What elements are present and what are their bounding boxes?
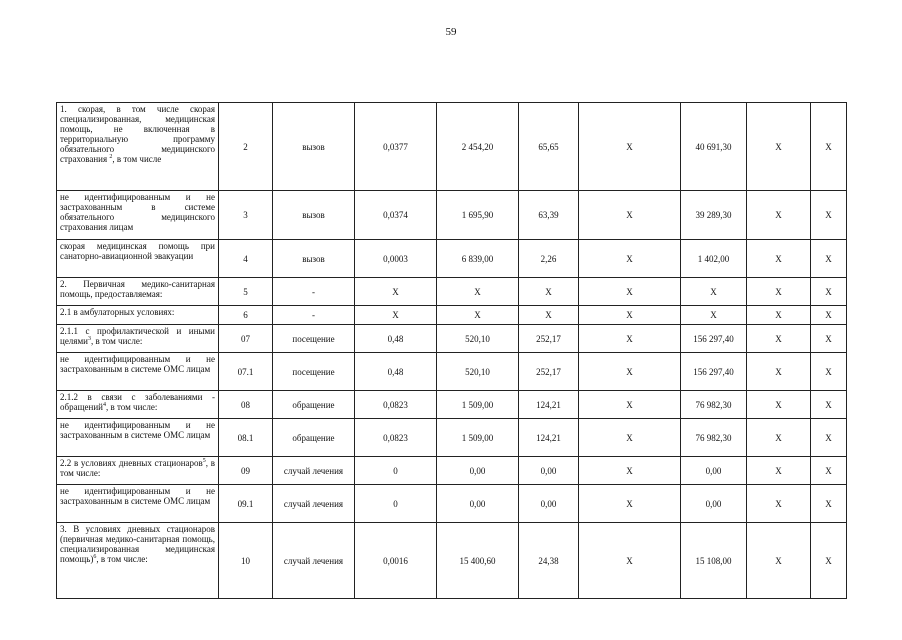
value-cell: X — [579, 103, 681, 191]
value-cell: X — [579, 306, 681, 325]
value-cell: 76 982,30 — [681, 391, 747, 419]
value-cell: X — [579, 278, 681, 306]
value-cell: 1 402,00 — [681, 240, 747, 278]
row-number: 08 — [219, 391, 273, 419]
value-cell: X — [579, 391, 681, 419]
row-number: 08.1 — [219, 419, 273, 457]
value-cell: X — [747, 391, 811, 419]
value-cell: 0,0016 — [355, 523, 437, 599]
funding-table — [56, 102, 847, 599]
value-cell: 0 — [355, 485, 437, 523]
row-description: 2.1 в амбулаторных условиях: — [57, 306, 219, 325]
row-description: не идентифицированным и не застрахованным в системе ОМС лицам — [57, 419, 219, 457]
value-cell: X — [747, 278, 811, 306]
value-cell: X — [811, 103, 847, 191]
value-cell: X — [811, 391, 847, 419]
value-cell: X — [747, 325, 811, 353]
row-description: скорая медицинская помощь при санаторно-авиационной эвакуации — [57, 240, 219, 278]
value-cell: 1 509,00 — [437, 391, 519, 419]
row-description: не идентифицированным и не застрахованным в системе ОМС лицам — [57, 485, 219, 523]
value-cell: X — [811, 191, 847, 240]
value-cell: X — [437, 278, 519, 306]
table-row — [57, 306, 847, 325]
row-number: 10 — [219, 523, 273, 599]
table-row — [57, 353, 847, 391]
value-cell: X — [747, 419, 811, 457]
value-cell: X — [579, 419, 681, 457]
value-cell: X — [681, 306, 747, 325]
value-cell: X — [437, 306, 519, 325]
value-cell: X — [811, 485, 847, 523]
value-cell: 156 297,40 — [681, 325, 747, 353]
unit-cell: случай лечения — [273, 485, 355, 523]
value-cell: X — [579, 457, 681, 485]
value-cell: 0,0823 — [355, 391, 437, 419]
row-number: 09 — [219, 457, 273, 485]
unit-cell: обращение — [273, 419, 355, 457]
row-number: 07 — [219, 325, 273, 353]
value-cell: 252,17 — [519, 325, 579, 353]
unit-cell: обращение — [273, 391, 355, 419]
value-cell: X — [681, 278, 747, 306]
table-row — [57, 278, 847, 306]
value-cell: 0,00 — [437, 485, 519, 523]
table-row — [57, 457, 847, 485]
row-description: не идентифицированным и не застрахованным в системе обязательного медицинского страхования лицам — [57, 191, 219, 240]
value-cell: X — [747, 523, 811, 599]
value-cell: 6 839,00 — [437, 240, 519, 278]
value-cell: 124,21 — [519, 391, 579, 419]
value-cell: X — [355, 306, 437, 325]
value-cell: X — [811, 457, 847, 485]
unit-cell: вызов — [273, 240, 355, 278]
value-cell: X — [747, 306, 811, 325]
value-cell: X — [579, 485, 681, 523]
row-description: 1. скорая, в том числе скорая специализированная, медицинская помощь, не включенная в территориальную программу обязательного медицинского страхования $^2$, в том числе — [57, 103, 219, 191]
row-description: 3. В условиях дневных стационаров (первичная медико-санитарная помощь, специализированная медицинская помощь)$^6$, в том числе: — [57, 523, 219, 599]
row-number: 6 — [219, 306, 273, 325]
value-cell: 0 — [355, 457, 437, 485]
value-cell: X — [747, 103, 811, 191]
unit-cell: случай лечения — [273, 523, 355, 599]
value-cell: 0,0823 — [355, 419, 437, 457]
value-cell: 0,00 — [681, 485, 747, 523]
unit-cell: вызов — [273, 103, 355, 191]
row-number: 5 — [219, 278, 273, 306]
value-cell: X — [579, 191, 681, 240]
row-number: 4 — [219, 240, 273, 278]
row-description: 2.2 в условиях дневных стационаров$^5$, в том числе: — [57, 457, 219, 485]
value-cell: X — [747, 457, 811, 485]
value-cell: X — [811, 523, 847, 599]
table-row — [57, 523, 847, 599]
value-cell: 0,48 — [355, 353, 437, 391]
value-cell: 0,00 — [519, 457, 579, 485]
table-row — [57, 325, 847, 353]
table-row — [57, 419, 847, 457]
table-row — [57, 240, 847, 278]
value-cell: 63,39 — [519, 191, 579, 240]
value-cell: X — [747, 191, 811, 240]
page-number: 59 — [445, 26, 457, 38]
value-cell: X — [579, 523, 681, 599]
row-number: 07.1 — [219, 353, 273, 391]
table-row — [57, 103, 847, 191]
value-cell: 0,00 — [519, 485, 579, 523]
value-cell: 1 695,90 — [437, 191, 519, 240]
value-cell: 0,0377 — [355, 103, 437, 191]
row-description: 2. Первичная медико-санитарная помощь, предоставляемая: — [57, 278, 219, 306]
row-number: 2 — [219, 103, 273, 191]
value-cell: 2,26 — [519, 240, 579, 278]
unit-cell: посещение — [273, 325, 355, 353]
unit-cell: вызов — [273, 191, 355, 240]
row-number: 3 — [219, 191, 273, 240]
value-cell: 252,17 — [519, 353, 579, 391]
value-cell: 0,48 — [355, 325, 437, 353]
value-cell: X — [579, 353, 681, 391]
value-cell: 520,10 — [437, 353, 519, 391]
row-description: 2.1.1 с профилактической и иными целями$^3$, в том числе: — [57, 325, 219, 353]
value-cell: X — [519, 306, 579, 325]
row-description: 2.1.2 в связи с заболеваниями - обращений$^4$, в том числе: — [57, 391, 219, 419]
value-cell: 520,10 — [437, 325, 519, 353]
table-row — [57, 191, 847, 240]
value-cell: X — [811, 278, 847, 306]
value-cell: 15 108,00 — [681, 523, 747, 599]
value-cell: 156 297,40 — [681, 353, 747, 391]
value-cell: 0,00 — [437, 457, 519, 485]
value-cell: X — [747, 485, 811, 523]
value-cell: X — [811, 419, 847, 457]
value-cell: X — [811, 353, 847, 391]
value-cell: 15 400,60 — [437, 523, 519, 599]
unit-cell: - — [273, 278, 355, 306]
unit-cell: - — [273, 306, 355, 325]
value-cell: 0,00 — [681, 457, 747, 485]
value-cell: X — [579, 240, 681, 278]
value-cell: X — [747, 353, 811, 391]
value-cell: X — [747, 240, 811, 278]
value-cell: X — [519, 278, 579, 306]
value-cell: X — [579, 325, 681, 353]
value-cell: X — [355, 278, 437, 306]
row-description: не идентифицированным и не застрахованным в системе ОМС лицам — [57, 353, 219, 391]
value-cell: 39 289,30 — [681, 191, 747, 240]
table-row — [57, 485, 847, 523]
value-cell: 76 982,30 — [681, 419, 747, 457]
unit-cell: случай лечения — [273, 457, 355, 485]
value-cell: X — [811, 306, 847, 325]
table-row — [57, 391, 847, 419]
value-cell: 24,38 — [519, 523, 579, 599]
value-cell: 1 509,00 — [437, 419, 519, 457]
unit-cell: посещение — [273, 353, 355, 391]
value-cell: X — [811, 240, 847, 278]
value-cell: 0,0003 — [355, 240, 437, 278]
value-cell: X — [811, 325, 847, 353]
value-cell: 40 691,30 — [681, 103, 747, 191]
value-cell: 65,65 — [519, 103, 579, 191]
row-number: 09.1 — [219, 485, 273, 523]
value-cell: 124,21 — [519, 419, 579, 457]
value-cell: 0,0374 — [355, 191, 437, 240]
value-cell: 2 454,20 — [437, 103, 519, 191]
